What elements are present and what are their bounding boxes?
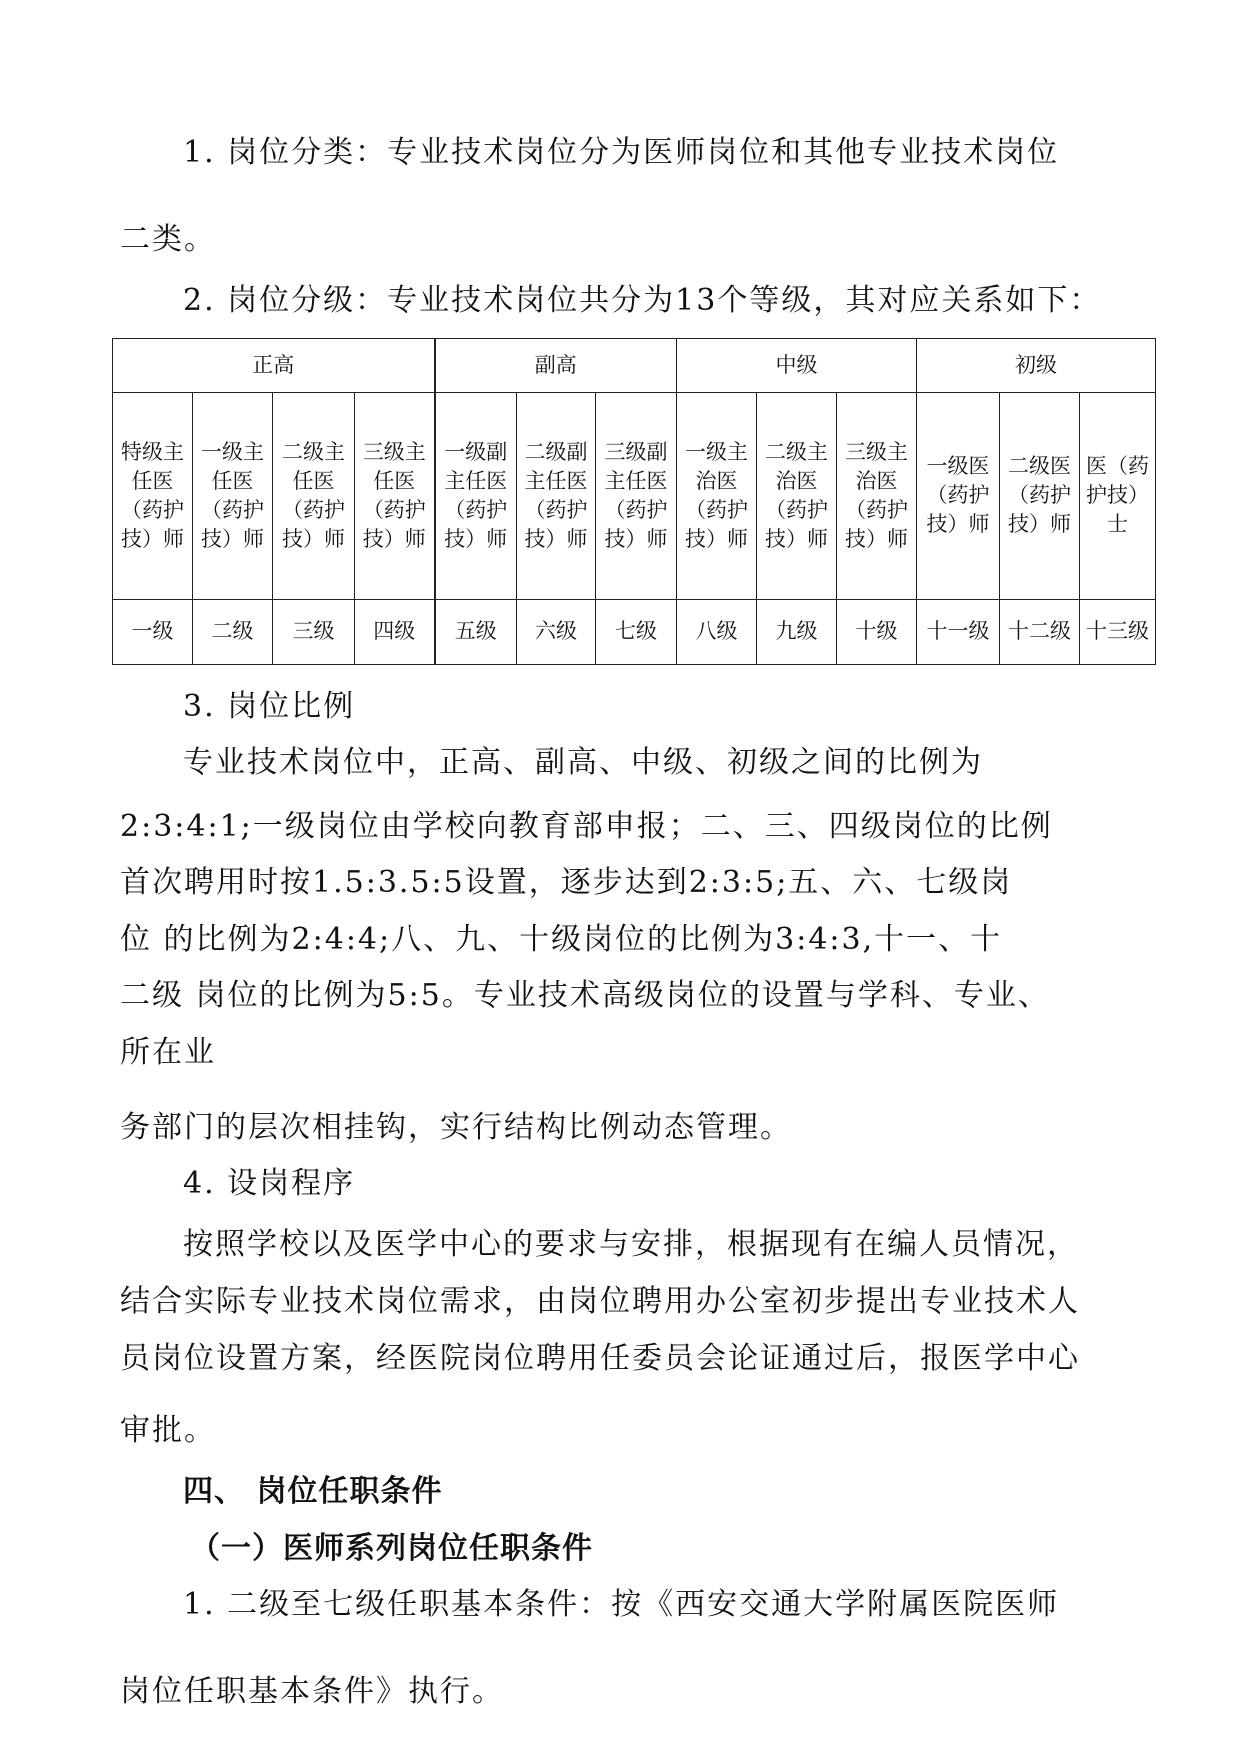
- post-title-cell: 一级医 （药护 技）师: [917, 393, 1000, 600]
- post-level-cell: 四级: [355, 599, 435, 664]
- post-title-cell: 一级主 治医 （药护 技）师: [677, 393, 757, 600]
- post-level-table: [112, 338, 1156, 665]
- group-header: 副高: [435, 339, 677, 393]
- paragraph-line: 专业技术岗位中，正高、副高、中级、初级之间的比例为: [183, 745, 983, 780]
- post-title-cell: 二级医 （药护 技）师: [1000, 393, 1080, 600]
- paragraph-line: 4. 设岗程序: [183, 1166, 356, 1201]
- post-level-cell: 十一级: [917, 599, 1000, 664]
- paragraph-line: 按照学校以及医学中心的要求与安排，根据现有在编人员情况，: [183, 1227, 1079, 1262]
- post-level-cell: 三级: [273, 599, 355, 664]
- post-level-cell: 五级: [435, 599, 517, 664]
- paragraph-line: 二级 岗位的比例为5:5。专业技术高级岗位的设置与学科、专业、: [120, 978, 1050, 1013]
- post-title-cell: 三级主 任医 （药护 技）师: [355, 393, 435, 600]
- paragraph-line: 岗位任职基本条件》执行。: [120, 1674, 504, 1709]
- post-level-cell: 六级: [517, 599, 596, 664]
- group-header: 正高: [113, 339, 435, 393]
- post-title-cell: 一级主 任医 （药护 技）师: [193, 393, 273, 600]
- paragraph-line: 1. 岗位分类：专业技术岗位分为医师岗位和其他专业技术岗位: [183, 135, 1060, 170]
- post-title-cell: 二级主 治医 （药护 技）师: [757, 393, 837, 600]
- paragraph-line: 结合实际专业技术岗位需求，由岗位聘用办公室初步提出专业技术人: [120, 1284, 1080, 1319]
- post-level-cell: 八级: [677, 599, 757, 664]
- paragraph-line: 3. 岗位比例: [183, 689, 356, 724]
- paragraph-line: 所在业: [120, 1035, 216, 1070]
- subsection-heading: （一）医师系列岗位任职条件: [190, 1531, 593, 1566]
- paragraph-line: 员岗位设置方案，经医院岗位聘用任委员会论证通过后，报医学中心: [120, 1341, 1080, 1376]
- paragraph-line: 务部门的层次相挂钩，实行结构比例动态管理。: [120, 1110, 792, 1145]
- post-title-cell: 医（药 护技） 士: [1080, 393, 1156, 600]
- paragraph-line: 位 的比例为2:4:4;八、九、十级岗位的比例为3:4:3,十一、十: [120, 922, 1003, 957]
- post-level-cell: 十二级: [1000, 599, 1080, 664]
- post-level-cell: 一级: [113, 599, 193, 664]
- section-heading: 四、 岗位任职条件: [183, 1474, 443, 1509]
- post-level-cell: 二级: [193, 599, 273, 664]
- post-title-cell: 三级副 主任医 （药护 技）师: [596, 393, 677, 600]
- paragraph-line: 2. 岗位分级：专业技术岗位共分为13个等级，其对应关系如下：: [183, 283, 1102, 318]
- post-level-cell: 十级: [837, 599, 917, 664]
- paragraph-line: 审批。: [120, 1413, 216, 1448]
- post-title-cell: 二级主 任医 （药护 技）师: [273, 393, 355, 600]
- paragraph-line: 2:3:4:1;一级岗位由学校向教育部申报；二、三、四级岗位的比例: [120, 809, 1053, 844]
- post-level-cell: 七级: [596, 599, 677, 664]
- post-title-cell: 一级副 主任医 （药护 技）师: [435, 393, 517, 600]
- post-title-cell: 特级主 任医 （药护 技）师: [113, 393, 193, 600]
- group-header: 初级: [917, 339, 1156, 393]
- post-title-cell: 三级主 治医 （药护 技）师: [837, 393, 917, 600]
- paragraph-line: 首次聘用时按1.5:3.5:5设置，逐步达到2:3:5;五、六、七级岗: [120, 865, 1013, 900]
- paragraph-line: 二类。: [120, 222, 216, 257]
- post-level-cell: 十三级: [1080, 599, 1156, 664]
- group-header: 中级: [677, 339, 917, 393]
- post-level-cell: 九级: [757, 599, 837, 664]
- post-title-cell: 二级副 主任医 （药护 技）师: [517, 393, 596, 600]
- paragraph-line: 1. 二级至七级任职基本条件：按《西安交通大学附属医院医师: [183, 1587, 1060, 1622]
